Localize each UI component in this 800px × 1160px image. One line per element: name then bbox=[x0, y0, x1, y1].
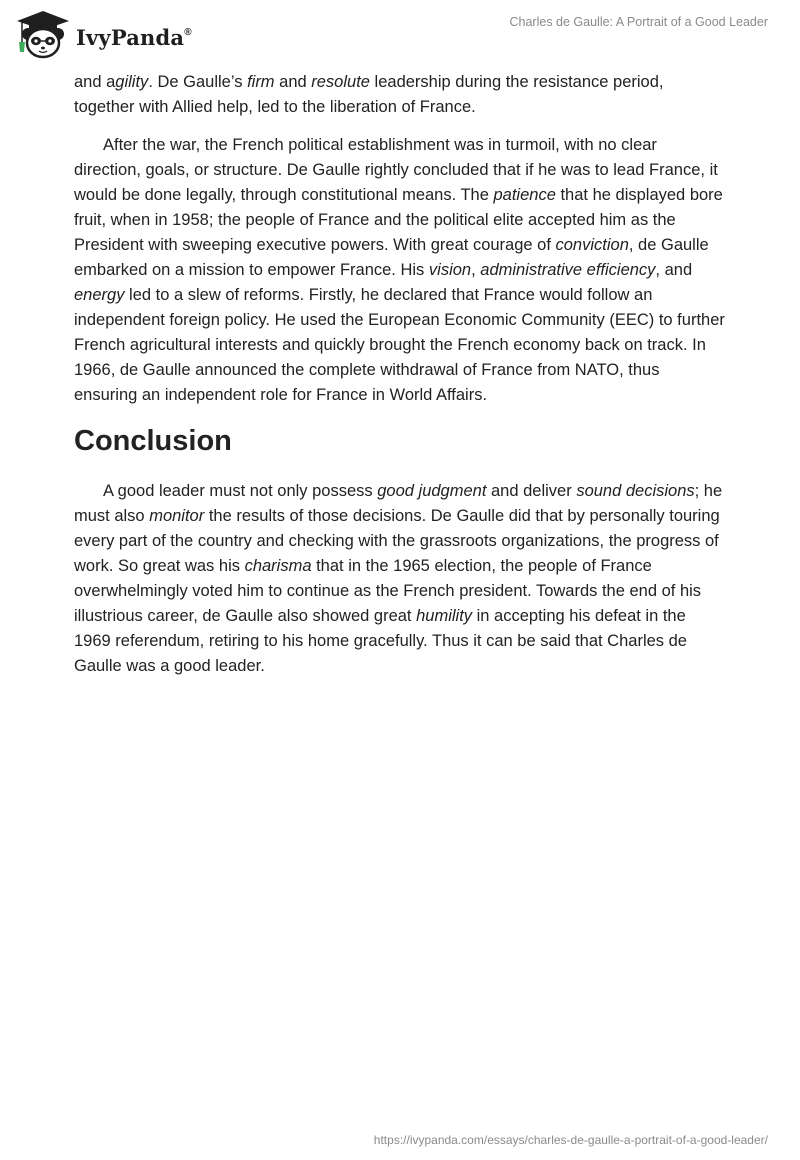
text-run: , and bbox=[655, 261, 693, 279]
text-run: and bbox=[274, 73, 312, 91]
section-heading-conclusion: Conclusion bbox=[74, 425, 232, 457]
document-title: Charles de Gaulle: A Portrait of a Good Leader bbox=[509, 15, 768, 29]
text-run: led to a slew of reforms. Firstly, he declared that France would follow an independent foreign policy. He used the European Economic Community (EEC) to further French agricultural interests and quickly brought the French economy back on track. In 1966, de Gaulle announced the complete withdrawal of France from NATO, thus ensuring an independent role for France in World Affairs. bbox=[74, 286, 725, 404]
page-header bbox=[0, 0, 800, 70]
emphasis-text: sound decisions bbox=[576, 482, 695, 500]
text-run: that he displayed bore fruit, when in 1958; the people of France and the political elite accepted him as the President with sweeping executive powers. With great courage of bbox=[74, 186, 723, 254]
emphasis-text: resolute bbox=[311, 73, 370, 91]
text-run: and deliver bbox=[486, 482, 577, 500]
ivypanda-logo[interactable] bbox=[14, 8, 192, 62]
source-url[interactable]: https://ivypanda.com/essays/charles-de-gaulle-a-portrait-of-a-good-leader/ bbox=[373, 1133, 768, 1147]
logo-wordmark bbox=[76, 25, 192, 50]
paragraph-liberation bbox=[74, 70, 726, 120]
emphasis-text: vision bbox=[428, 261, 472, 279]
text-run: , bbox=[471, 261, 481, 279]
emphasis-text: gility bbox=[115, 73, 149, 91]
emphasis-text: administrative efficiency bbox=[480, 261, 656, 279]
text-run: ; he must also bbox=[74, 482, 723, 525]
paragraph-conclusion bbox=[74, 479, 726, 679]
text-run: . De Gaulle’s bbox=[148, 73, 248, 91]
emphasis-text: good judgment bbox=[377, 482, 487, 500]
essay-content bbox=[74, 70, 726, 679]
emphasis-text: patience bbox=[493, 186, 556, 204]
text-run: in accepting his defeat in the 1969 referendum, retiring to his home gracefully. Thus it can be said that Charles de Gaulle was a good leader. bbox=[74, 607, 687, 675]
emphasis-text: energy bbox=[74, 286, 125, 304]
emphasis-text: charisma bbox=[244, 557, 312, 575]
text-run: leadership during the resistance period, together with Allied help, led to the liberation of France. bbox=[74, 73, 664, 116]
paragraph-postwar bbox=[74, 133, 726, 408]
emphasis-text: humility bbox=[416, 607, 473, 625]
text-run: A good leader must not only possess bbox=[103, 482, 378, 500]
emphasis-text: conviction bbox=[555, 236, 629, 254]
panda-graduate-icon bbox=[14, 8, 72, 62]
registered-mark: ® bbox=[184, 26, 192, 38]
text-run: After the war, the French political establishment was in turmoil, with no clear direction, goals, or structure. De Gaulle rightly concluded that if he was to lead France, it would be done legally, through constitutional means. The bbox=[74, 136, 718, 204]
emphasis-text: monitor bbox=[149, 507, 205, 525]
text-run: that in the 1965 election, the people of France overwhelmingly voted him to continue as the French president. Towards the end of his illustrious career, de Gaulle also showed great bbox=[74, 557, 702, 625]
emphasis-text: firm bbox=[247, 73, 275, 91]
text-run: and a bbox=[74, 73, 116, 91]
text-run: , de Gaulle embarked on a mission to empower France. His bbox=[74, 236, 709, 279]
logo-text: IvyPanda bbox=[76, 24, 185, 50]
text-run: the results of those decisions. De Gaulle did that by personally touring every part of the country and checking with the grassroots organizations, the progress of work. So great was his bbox=[74, 507, 720, 575]
